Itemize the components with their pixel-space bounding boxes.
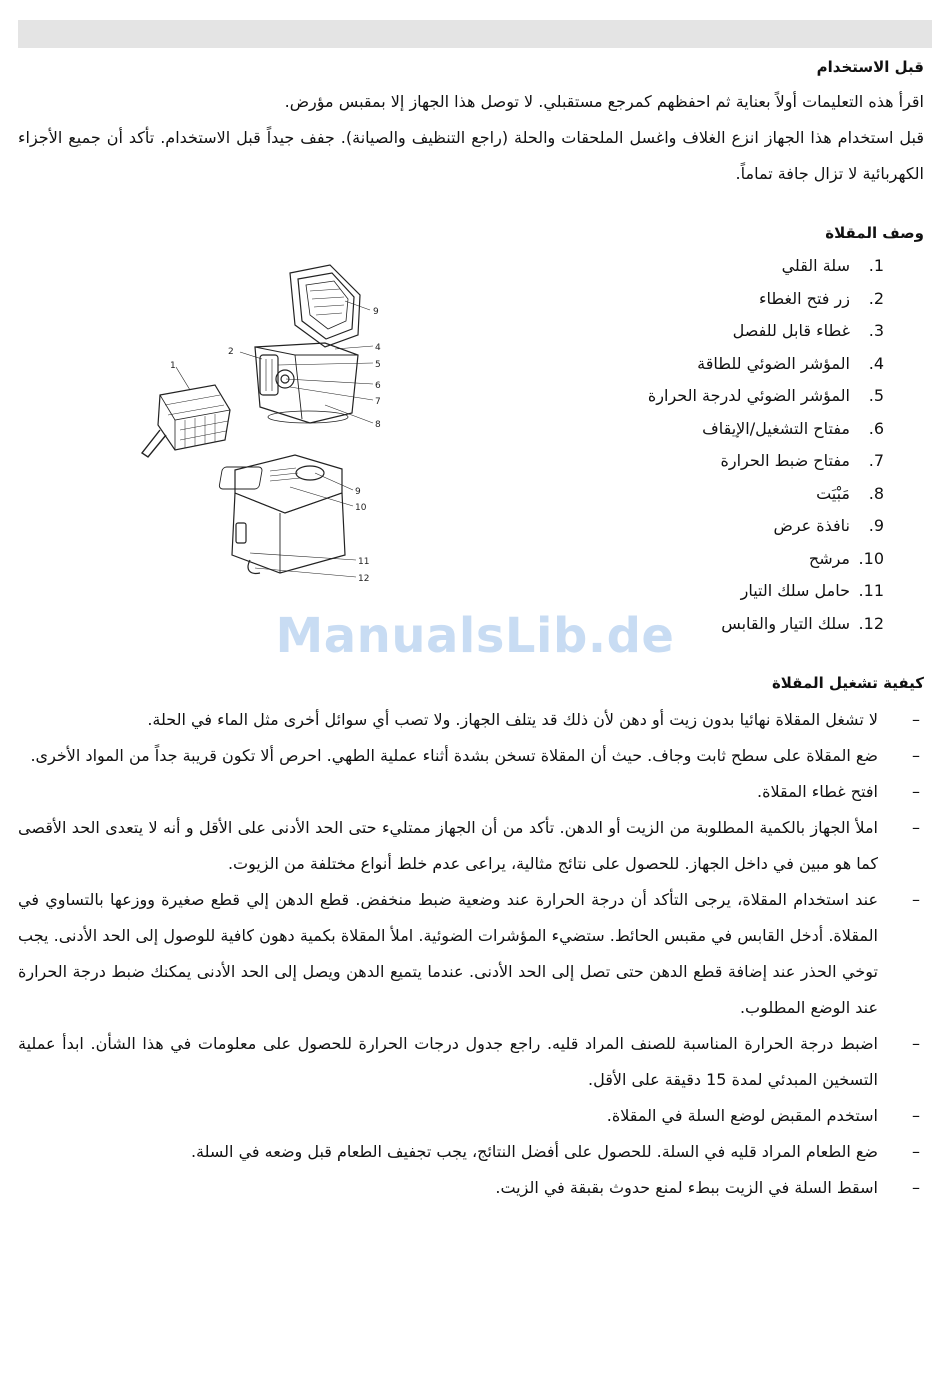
operation-step xyxy=(18,810,924,882)
callout-label: 7 xyxy=(375,397,381,407)
parts-list-item xyxy=(464,283,884,316)
operation-step xyxy=(18,1098,924,1134)
dash-marker: – xyxy=(912,1142,920,1161)
callout-label: 12 xyxy=(358,574,370,584)
operation-step xyxy=(18,738,924,774)
item-label: سلة القلي xyxy=(781,256,850,275)
item-number: 7. xyxy=(868,451,884,470)
step-text: ضع المقلاة على سطح ثابت وجاف. حيث أن المقلاة تسخن بشدة أثناء عملية الطهي. احرص ألا تكون قريبة جداً من المواد الأخرى. xyxy=(30,746,878,765)
item-number: 3. xyxy=(868,321,884,340)
callout-label: 9 xyxy=(373,307,379,317)
dash-marker: – xyxy=(912,1106,920,1125)
step-text: عند استخدام المقلاة، يرجى التأكد أن درجة الحرارة عند وضعية ضبط منخفض. قطع الدهن إلي قطع صغيرة ووزعها بالتساوي في المقلاة. أدخل القابس في مقبس الحائط. ستضيء المؤشرات الضوئية. املأ المقلاة بكمية دهون كافية للوصول إلى الحد الأدنى. يجب توخي الحذر عند إضافة قطع الدهن حتى تصل إلى الحد الأدنى. عندما يتميع الدهن ويصل إلى الحد الأدنى يمكنك ضبط درجة الحرارة عند الوضع المطلوب. xyxy=(18,890,878,1017)
step-text: استخدم المقبض لوضع السلة في المقلاة. xyxy=(606,1106,878,1125)
callout-label: 11 xyxy=(358,557,370,567)
dash-marker: – xyxy=(912,710,920,729)
item-number: 9. xyxy=(868,516,884,535)
step-text: ضع الطعام المراد قليه في السلة. للحصول على أفضل النتائج، يجب تجفيف الطعام قبل وضعه في السلة. xyxy=(190,1142,878,1161)
parts-list-item xyxy=(464,575,884,608)
item-label: المؤشر الضوئي لدرجة الحرارة xyxy=(647,386,850,405)
watermark: ManualsLib.de xyxy=(275,608,675,664)
item-label: نافذة عرض xyxy=(773,516,850,535)
dash-marker: – xyxy=(912,1178,920,1197)
step-text: لا تشغل المقلاة نهائيا بدون زيت أو دهن لأن ذلك قد يتلف الجهاز. ولا تصب أي سوائل أخرى مثل الماء في الحلة. xyxy=(147,710,878,729)
parts-list-item xyxy=(464,478,884,511)
item-number: 5. xyxy=(868,386,884,405)
item-label: مرشح xyxy=(808,548,850,568)
item-label: مفتاح ضبط الحرارة xyxy=(720,451,850,470)
operation-heading: كيفية تشغيل المقلاة xyxy=(771,674,924,692)
item-number: 1. xyxy=(868,256,884,275)
dash-marker: – xyxy=(912,746,920,765)
item-number: 8. xyxy=(868,483,884,503)
parts-list-item xyxy=(464,413,884,446)
top-gray-bar xyxy=(18,20,932,48)
step-text: افتح غطاء المقلاة. xyxy=(757,782,878,801)
parts-list-item xyxy=(464,348,884,381)
parts-list-item xyxy=(464,510,884,543)
dash-marker: – xyxy=(912,890,920,909)
callout-label: 8 xyxy=(375,420,381,430)
dash-marker: – xyxy=(912,818,920,837)
fryer-closed-drawing xyxy=(219,455,345,573)
parts-list-item xyxy=(464,543,884,576)
operation-step xyxy=(18,1026,924,1098)
description-heading: وصف المقلاة xyxy=(825,224,924,242)
frying-basket-drawing xyxy=(142,385,230,457)
fryer-diagram xyxy=(120,255,390,600)
item-label: المؤشر الضوئي للطاقة xyxy=(697,353,850,373)
item-label: مَبْيَت xyxy=(816,483,850,503)
dash-marker: – xyxy=(912,782,920,801)
parts-list-item xyxy=(464,315,884,348)
dash-marker: – xyxy=(912,1034,920,1053)
operation-step xyxy=(18,774,924,810)
item-label: زر فتح الغطاء xyxy=(759,288,850,308)
item-number: 10. xyxy=(858,548,884,568)
callout-label: 6 xyxy=(375,381,381,391)
callout-label: 10 xyxy=(355,503,367,513)
callout-label: 9 xyxy=(355,487,361,497)
operation-step xyxy=(18,1170,924,1206)
operation-step xyxy=(18,702,924,738)
fryer-open-lid-drawing xyxy=(255,265,360,423)
parts-list-item xyxy=(464,250,884,283)
callout-label: 2 xyxy=(228,347,234,357)
item-label: مفتاح التشغيل/الإيقاف xyxy=(702,418,850,438)
step-text: اضبط درجة الحرارة المناسبة للصنف المراد قليه. راجع جدول درجات الحرارة للحصول على معلومات في هذا الشأن. ابدأ عملية التسخين المبدئي لمدة 15 دقيقة على الأقل. xyxy=(18,1034,878,1089)
item-label: غطاء قابل للفصل xyxy=(732,321,850,340)
operation-step xyxy=(18,1134,924,1170)
item-number: 6. xyxy=(868,418,884,438)
callout-label: 4 xyxy=(375,343,381,353)
callout-label: 1 xyxy=(170,361,176,371)
item-label: حامل سلك التيار xyxy=(740,581,850,600)
step-text: املأ الجهاز بالكمية المطلوبة من الزيت أو الدهن. تأكد من أن الجهاز ممتليء حتى الحد الأدنى على الأقل و أنه لا يتعدى الحد الأقصى كما هو مبين في داخل الجهاز. للحصول على نتائج مثالية، يراعى عدم خلط أنواع مختلفة من الزيوت. xyxy=(18,818,878,873)
before-use-paragraph-1: اقرأ هذه التعليمات أولاً بعناية ثم احفظهم كمرجع مستقبلي. لا توصل هذا الجهاز إلا بمقبس مؤرض. xyxy=(284,92,924,111)
parts-list-item xyxy=(464,445,884,478)
item-number: 4. xyxy=(868,353,884,373)
item-number: 2. xyxy=(868,288,884,308)
operation-steps xyxy=(18,702,924,1206)
callout-label: 5 xyxy=(375,360,381,370)
item-label: سلك التيار والقابس xyxy=(721,613,850,633)
before-use-heading: قبل الاستخدام xyxy=(816,58,924,76)
operation-step xyxy=(18,882,924,1026)
item-number: 11. xyxy=(858,581,884,600)
parts-list xyxy=(464,250,884,640)
item-number: 12. xyxy=(858,613,884,633)
parts-list-item xyxy=(464,380,884,413)
before-use-paragraph-2: قبل استخدام هذا الجهاز انزع الغلاف واغسل الملحقات والحلة (راجع التنظيف والصيانة). جفف جيداً قبل الاستخدام. تأكد أن جميع الأجزاء الكهربائية لا تزال جافة تماماً. xyxy=(18,128,924,183)
step-text: اسقط السلة في الزيت ببطء لمنع حدوث بقبقة في الزيت. xyxy=(495,1178,878,1197)
